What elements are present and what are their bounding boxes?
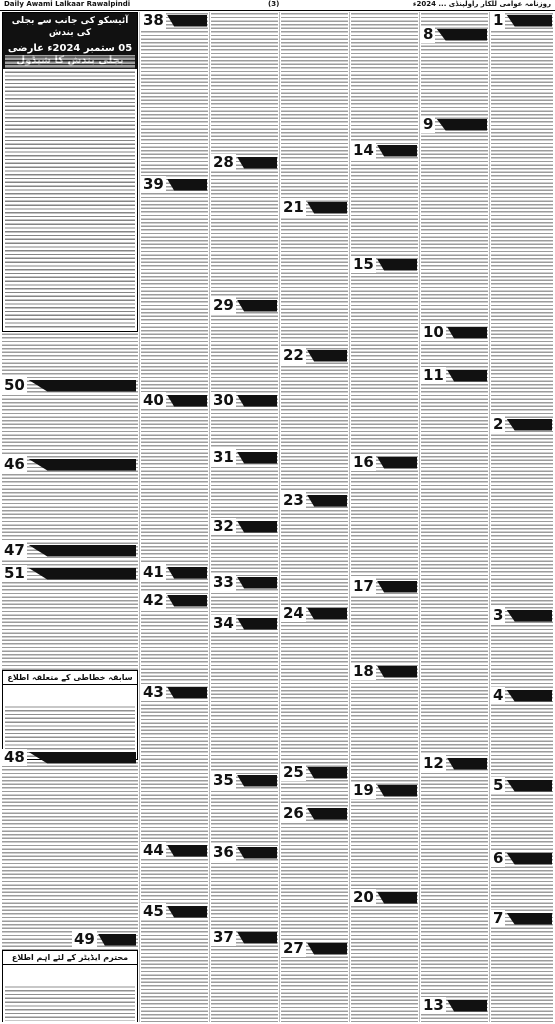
classified-number: 49 <box>74 930 95 948</box>
classified-bar <box>237 932 277 944</box>
classified-number: 27 <box>283 939 304 957</box>
classified-badge-29 <box>211 297 277 314</box>
classified-bar <box>307 767 347 779</box>
classified-number: 15 <box>353 255 374 273</box>
masthead-rule <box>0 10 555 11</box>
classified-bar <box>307 202 347 214</box>
classified-badge-15 <box>351 256 417 273</box>
classified-number: 30 <box>213 391 234 409</box>
classified-bar <box>506 15 552 27</box>
classified-badge-39 <box>141 176 207 193</box>
classified-number: 36 <box>213 843 234 861</box>
classified-bar <box>506 610 552 622</box>
classified-badge-11 <box>421 367 487 384</box>
classified-badge-4 <box>491 687 552 704</box>
classified-badge-17 <box>351 578 417 595</box>
classified-badge-20 <box>351 889 417 906</box>
column-d <box>281 12 348 1022</box>
classified-number: 24 <box>283 604 304 622</box>
classified-bar <box>377 785 417 797</box>
classified-badge-32 <box>211 518 277 535</box>
classified-bar <box>506 690 552 702</box>
bottom-notice-title: محترم ایڈیٹر کے لئے اہم اطلاع <box>3 951 137 965</box>
classified-badge-46 <box>2 456 136 473</box>
column-divider <box>419 12 420 1022</box>
classified-badge-1 <box>491 12 552 29</box>
classified-number: 14 <box>353 141 374 159</box>
classified-bar <box>377 666 417 678</box>
classified-bar <box>167 906 207 918</box>
classified-badge-13 <box>421 997 487 1014</box>
classified-number: 39 <box>143 175 164 193</box>
column-a <box>2 12 138 1022</box>
column-d-text <box>281 12 348 1022</box>
classified-badge-2 <box>491 416 552 433</box>
classified-bar <box>447 758 487 770</box>
classified-bar <box>28 380 136 392</box>
classified-bar <box>377 145 417 157</box>
classified-number: 38 <box>143 12 164 29</box>
classified-number: 10 <box>423 323 444 341</box>
classified-number: 40 <box>143 391 164 409</box>
classified-badge-21 <box>281 199 347 216</box>
classified-bar <box>307 608 347 620</box>
classified-badge-34 <box>211 615 277 632</box>
classified-number: 47 <box>4 541 25 559</box>
classified-badge-9 <box>421 116 487 133</box>
classified-badge-45 <box>141 903 207 920</box>
classified-number: 25 <box>283 763 304 781</box>
classified-number: 26 <box>283 804 304 822</box>
classified-bar <box>237 452 277 464</box>
column-c <box>211 12 278 1022</box>
classified-bar <box>237 300 277 312</box>
column-e <box>351 12 418 1022</box>
classified-bar <box>307 808 347 820</box>
classified-badge-23 <box>281 492 347 509</box>
classified-number: 42 <box>143 591 164 609</box>
classified-number: 33 <box>213 573 234 591</box>
classified-badge-47 <box>2 542 136 559</box>
classified-bar <box>167 595 207 607</box>
classified-bar <box>307 943 347 955</box>
classified-number: 28 <box>213 153 234 171</box>
classified-bar <box>307 495 347 507</box>
classified-bar <box>28 568 136 580</box>
classified-number: 18 <box>353 662 374 680</box>
classified-badge-25 <box>281 764 347 781</box>
masthead-right-title: روزنامہ عوامی للکار راولپنڈی ... 2024ء <box>412 0 551 8</box>
classified-number: 12 <box>423 754 444 772</box>
classified-number: 5 <box>493 776 504 794</box>
classified-bar <box>447 1000 487 1012</box>
classified-number: 19 <box>353 781 374 799</box>
classified-badge-26 <box>281 805 347 822</box>
column-e-text <box>351 12 418 1022</box>
classified-bar <box>237 618 277 630</box>
column-b-text <box>141 12 208 1022</box>
classified-number: 3 <box>493 606 504 624</box>
bottom-notice <box>2 950 138 1022</box>
classified-badge-41 <box>141 564 207 581</box>
classified-badge-22 <box>281 347 347 364</box>
classified-badge-35 <box>211 772 277 789</box>
classified-number: 9 <box>423 115 434 133</box>
classified-number: 44 <box>143 841 164 859</box>
classified-badge-3 <box>491 607 552 624</box>
masthead <box>0 0 555 10</box>
classified-badge-27 <box>281 940 347 957</box>
bottom-notice-body <box>5 985 135 1021</box>
classified-bar <box>237 577 277 589</box>
classified-bar <box>377 581 417 593</box>
classified-bar <box>436 119 487 131</box>
classified-badge-8 <box>421 26 487 43</box>
classified-bar <box>237 521 277 533</box>
classified-bar <box>237 847 277 859</box>
classified-number: 13 <box>423 996 444 1014</box>
classified-badge-50 <box>2 377 136 394</box>
column-b <box>141 12 208 1022</box>
classified-badge-18 <box>351 663 417 680</box>
classified-badge-49 <box>72 931 136 948</box>
classified-bar <box>377 457 417 469</box>
column-g <box>491 12 553 1022</box>
classified-bar <box>237 157 277 169</box>
classified-badge-31 <box>211 449 277 466</box>
classified-bar <box>377 892 417 904</box>
classified-number: 21 <box>283 198 304 216</box>
classified-badge-30 <box>211 392 277 409</box>
classified-number: 29 <box>213 296 234 314</box>
classified-number: 51 <box>4 564 25 582</box>
classified-badge-43 <box>141 684 207 701</box>
classified-bar <box>506 853 552 865</box>
classified-bar <box>447 370 487 382</box>
classified-number: 31 <box>213 448 234 466</box>
classified-badge-37 <box>211 929 277 946</box>
classified-badge-16 <box>351 454 417 471</box>
classified-bar <box>237 395 277 407</box>
classified-badge-6 <box>491 850 552 867</box>
classified-badge-51 <box>2 565 136 582</box>
classified-number: 32 <box>213 517 234 535</box>
classified-number: 46 <box>4 455 25 473</box>
classified-number: 35 <box>213 771 234 789</box>
column-f <box>421 12 488 1022</box>
column-divider <box>279 12 280 1022</box>
ad-headline-2: 05 ستمبر 2024ء عارضی <box>3 41 137 69</box>
classified-badge-28 <box>211 154 277 171</box>
column-divider <box>139 12 140 1022</box>
classified-badge-10 <box>421 324 487 341</box>
classified-badge-42 <box>141 592 207 609</box>
classified-number: 1 <box>493 12 504 29</box>
classified-bar <box>167 687 207 699</box>
classified-bar <box>28 545 136 557</box>
classified-number: 7 <box>493 909 504 927</box>
classified-badge-40 <box>141 392 207 409</box>
classified-badge-14 <box>351 142 417 159</box>
classified-badge-38 <box>141 12 207 29</box>
classified-number: 11 <box>423 366 444 384</box>
classified-number: 48 <box>4 748 25 766</box>
classified-badge-5 <box>491 777 552 794</box>
classified-number: 6 <box>493 849 504 867</box>
classified-number: 50 <box>4 376 25 394</box>
ad-schedule-body <box>5 55 135 329</box>
classified-bar <box>167 15 207 27</box>
classified-badge-7 <box>491 910 552 927</box>
column-g-text <box>491 12 553 1022</box>
classified-bar <box>447 327 487 339</box>
classified-number: 22 <box>283 346 304 364</box>
classified-badge-19 <box>351 782 417 799</box>
classified-bar <box>167 845 207 857</box>
classified-bar <box>506 419 552 431</box>
classified-bar <box>237 775 277 787</box>
classified-bar <box>167 179 207 191</box>
classified-badge-36 <box>211 844 277 861</box>
classified-bar <box>28 459 136 471</box>
classified-badge-44 <box>141 842 207 859</box>
classified-number: 45 <box>143 902 164 920</box>
classified-number: 16 <box>353 453 374 471</box>
classified-number: 17 <box>353 577 374 595</box>
column-divider <box>489 12 490 1022</box>
classified-bar <box>506 780 552 792</box>
classified-number: 4 <box>493 686 504 704</box>
ad-headline-1: آئیسکو کی جانب سے بجلی کی بندش <box>3 13 137 41</box>
classified-badge-33 <box>211 574 277 591</box>
column-divider <box>209 12 210 1022</box>
classified-badge-48 <box>2 749 136 766</box>
classified-number: 43 <box>143 683 164 701</box>
classified-number: 23 <box>283 491 304 509</box>
column-f-text <box>421 12 488 1022</box>
classified-badge-24 <box>281 605 347 622</box>
classified-bar <box>506 913 552 925</box>
left-notice <box>2 670 138 760</box>
classified-bar <box>28 752 136 764</box>
classified-bar <box>98 934 136 946</box>
classified-bar <box>436 29 487 41</box>
masthead-left-title: Daily Awami Lalkaar Rawalpindi <box>4 0 131 8</box>
classified-number: 34 <box>213 614 234 632</box>
classified-number: 2 <box>493 415 504 433</box>
classified-bar <box>377 259 417 271</box>
classified-number: 41 <box>143 563 164 581</box>
page-number: (3) <box>268 0 280 8</box>
classified-bar <box>307 350 347 362</box>
classified-number: 20 <box>353 888 374 906</box>
outage-schedule-ad <box>2 12 138 332</box>
column-divider <box>349 12 350 1022</box>
classified-bar <box>167 567 207 579</box>
left-notice-title: سابقہ خطاطی کے متعلقہ اطلاع <box>3 671 137 685</box>
classified-bar <box>167 395 207 407</box>
classified-number: 8 <box>423 25 434 43</box>
classified-number: 37 <box>213 928 234 946</box>
classified-badge-12 <box>421 755 487 772</box>
